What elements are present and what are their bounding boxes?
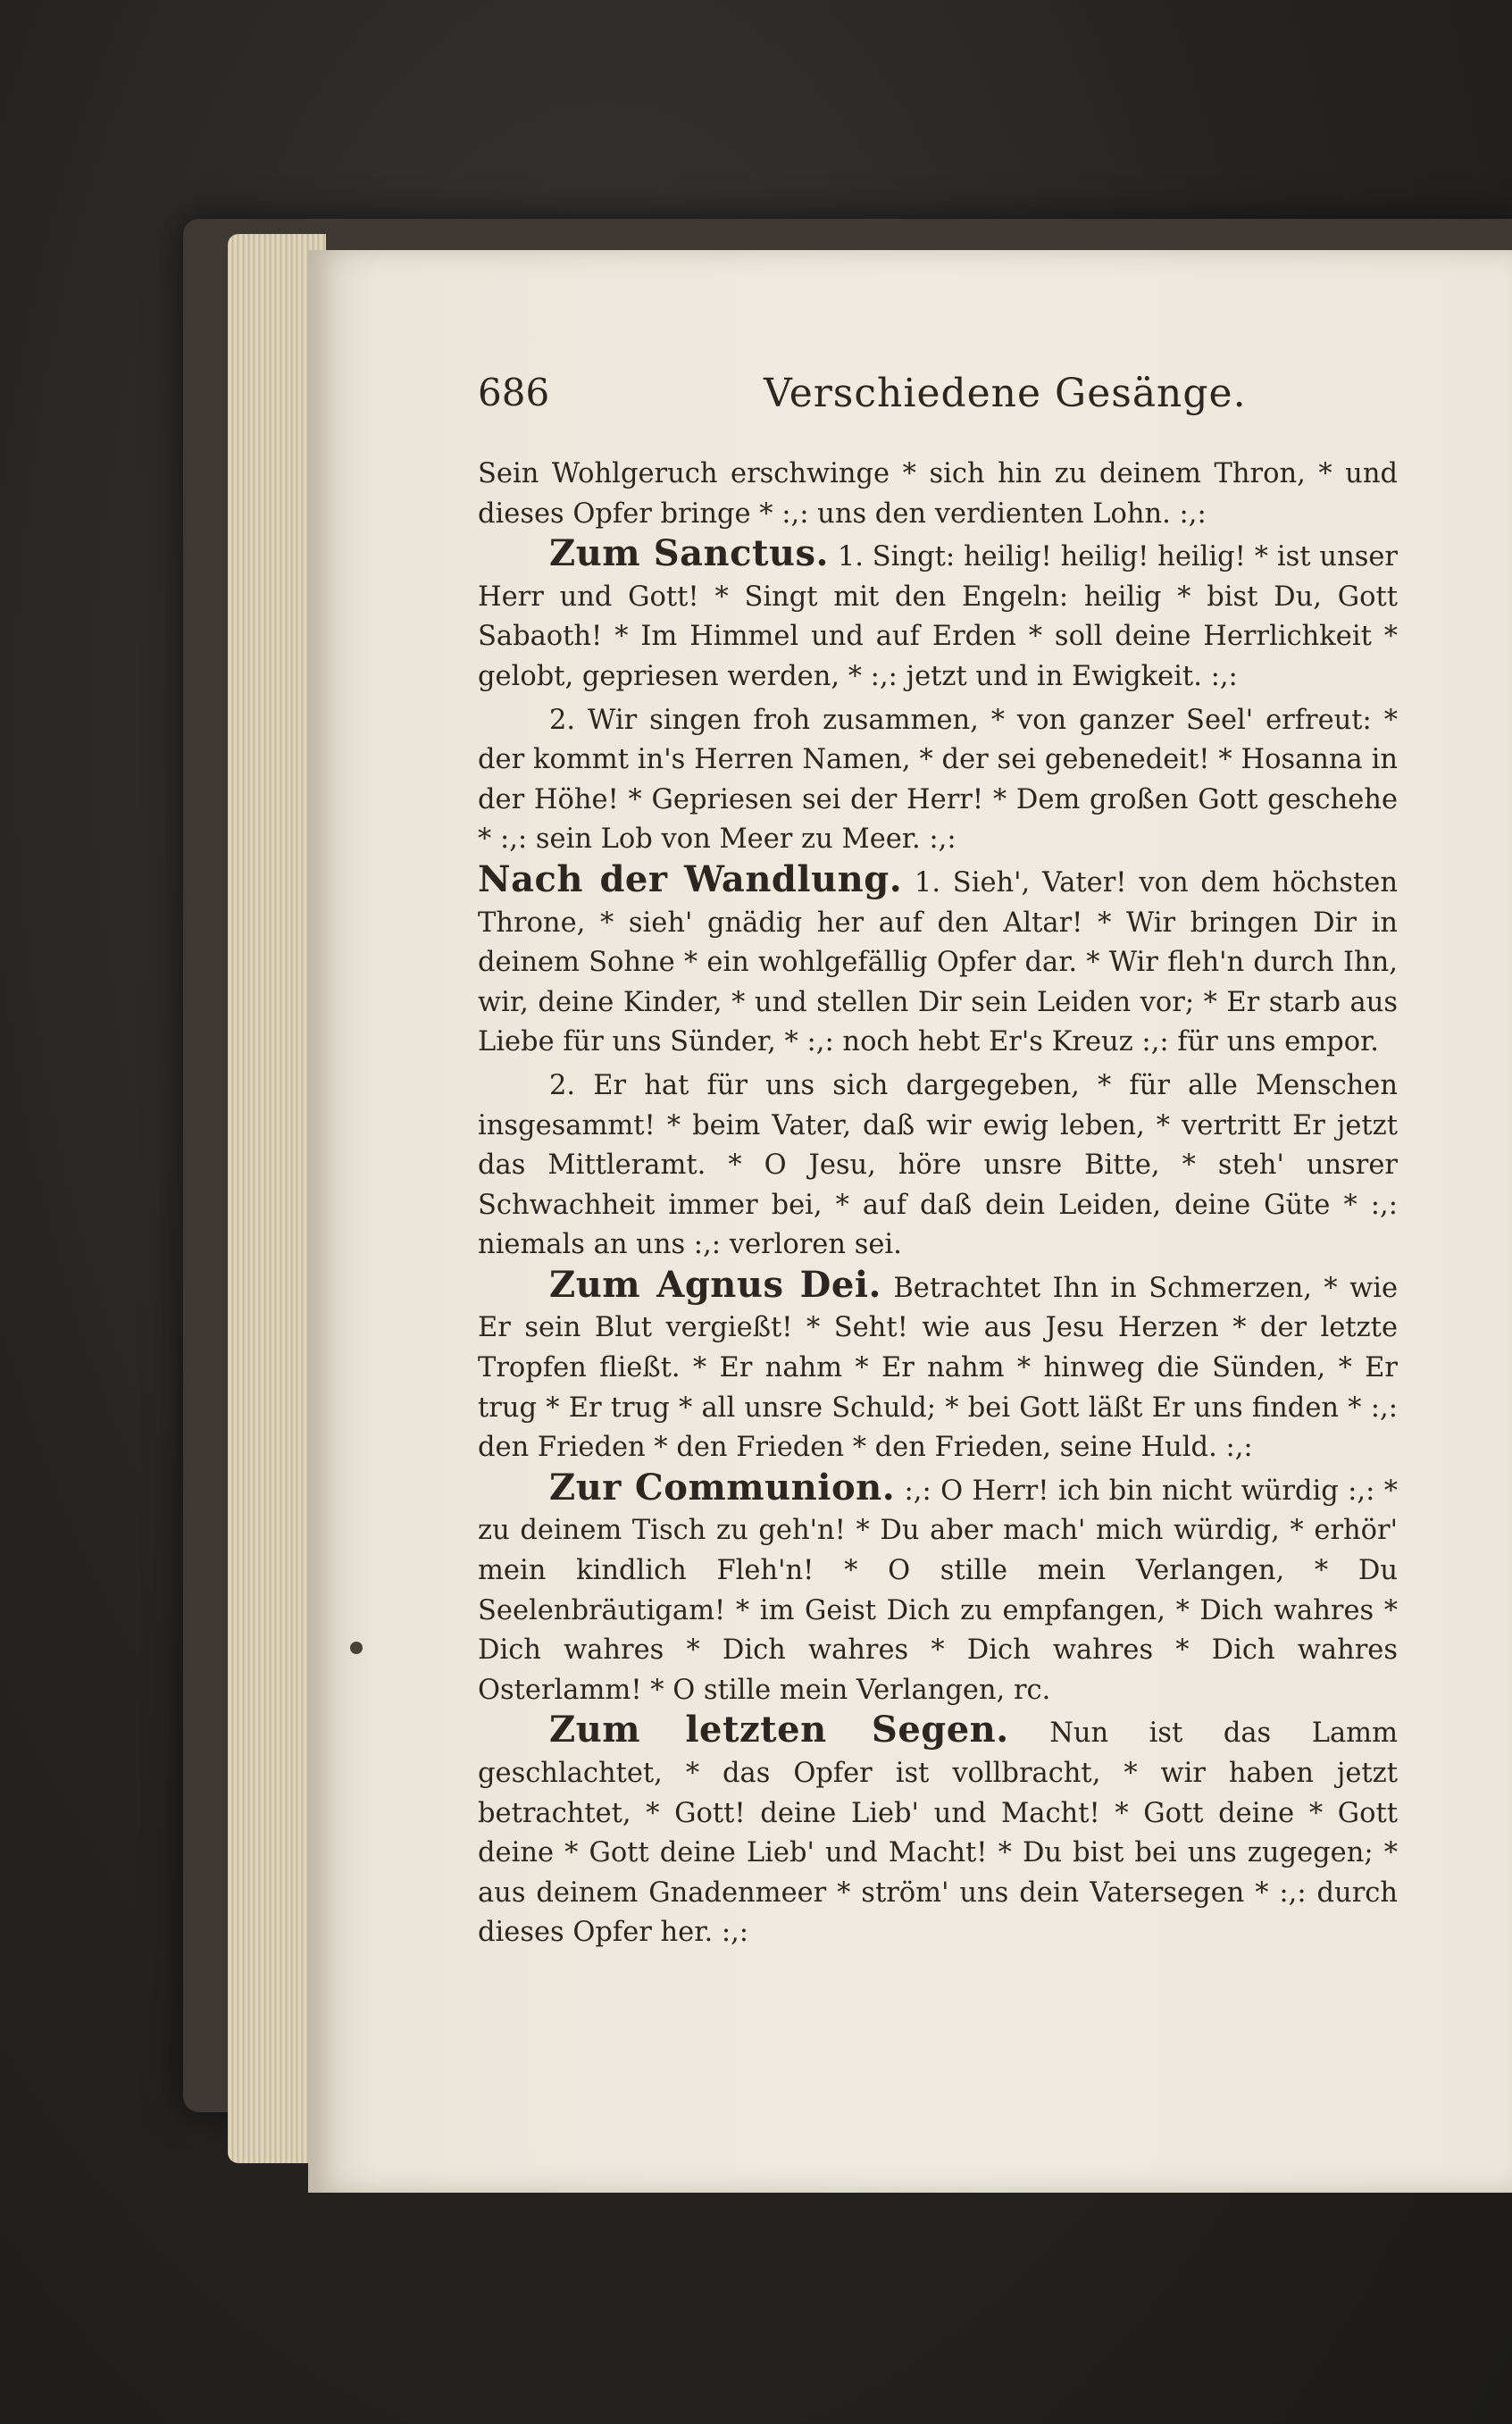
paragraph-text: Sein Wohlgeruch erschwinge * sich hin zu deinem Thron, * und dieses Opfer bringe * :,: uns den verdienten Lohn. :,:	[478, 458, 1398, 530]
paragraph-last-blessing	[478, 1710, 1398, 1953]
section-heading: Zur Communion.	[549, 1466, 896, 1509]
paragraph-text: 1. Singt: heilig! heilig! heilig! * ist unser Herr und Gott! * Singt mit den Engeln: heilig * bist Du, Gott Sabaoth! * Im Himmel und auf Erden * soll deine Herrlichkeit * gelobt, gepriesen werden, * :,: jetzt und in Ewigkeit. :,:	[478, 541, 1398, 692]
paragraph-text: 2. Wir singen froh zusammen, * von ganzer Seel' erfreut: * der kommt in's Herren Namen, * der sei gebenedeit! * Hosanna in der Höhe! * Gepriesen sei der Herr! * Dem großen Gott geschehe * :,: sein Lob von Meer zu Meer. :,:	[478, 704, 1398, 856]
paragraph-text: :,: O Herr! ich bin nicht würdig :,: * zu deinem Tisch zu geh'n! * Du aber mach' mich würdig, * erhör' mein kindlich Fleh'n! * O stille mein Verlangen, * Du Seelenbräutigam! * im Geist Dich zu empfangen, * Dich wahres * Dich wahres * Dich wahres * Dich wahres * Dich wahres Osterlamm! * O stille mein Verlangen, rc.	[478, 1475, 1399, 1706]
paragraph-communion	[478, 1468, 1398, 1711]
paragraph-wandlung-2	[478, 1063, 1398, 1266]
paragraph-text: 1. Sieh', Vater! von dem höchsten Throne, * sieh' gnädig her auf den Altar! * Wir bringen Dir in deinem Sohne * ein wohlgefällig Opfer dar. * Wir fleh'n durch Ihn, wir, deine Kinder, * und stellen Dir sein Leiden vor; * Er starb aus Liebe für uns Sünder, * :,: noch hebt Er's Kreuz :,: für uns empor.	[478, 866, 1398, 1058]
paragraph-agnus-dei	[478, 1263, 1398, 1468]
paragraph-opening	[478, 451, 1398, 534]
running-title: Verschiedene Gesänge.	[764, 371, 1247, 416]
section-heading: Nach der Wandlung.	[478, 857, 903, 900]
hymn-text	[478, 451, 1398, 1953]
section-heading: Zum Sanctus.	[549, 532, 829, 575]
paragraph-text: Betrachtet Ihn in Schmerzen, * wie Er sein Blut vergießt! * Seht! wie aus Jesu Herzen * der letzte Tropfen fließt. * Er nahm * Er nahm * hinweg die Sünden, * Er trug * Er trug * all unsre Schuld; * bei Gott läßt Er uns finden * :,: den Frieden * den Frieden * den Frieden, seine Huld. :,:	[478, 1272, 1398, 1464]
paragraph-text: 2. Er hat für uns sich dargegeben, * für alle Menschen insgesammt! * beim Vater, daß wir ewig leben, * vertritt Er jetzt das Mittleramt. * O Jesu, höre unsre Bitte, * steh' unsrer Schwachheit immer bei, * auf daß dein Leiden, deine Güte * :,: niemals an uns :,: verloren sei.	[478, 1069, 1398, 1261]
paragraph-wandlung-1	[478, 857, 1398, 1063]
section-heading: Zum letzten Segen.	[549, 1709, 1009, 1751]
page-stain	[350, 1642, 363, 1654]
section-heading: Zum Agnus Dei.	[549, 1263, 881, 1306]
page-header	[478, 371, 1389, 424]
paragraph-sanctus-1	[478, 534, 1398, 697]
paragraph-text: Nun ist das Lamm geschlachtet, * das Opfer ist vollbracht, * wir haben jetzt betrachtet, * Gott! deine Lieb' und Macht! * Gott deine * Gott deine * Gott deine Lieb' und Macht! * Du bist bei uns zugegen; * aus deinem Gnadenmeer * ström' uns dein Vatersegen * :,: durch dieses Opfer her. :,:	[478, 1718, 1398, 1949]
paragraph-sanctus-2	[478, 698, 1398, 860]
page-number: 686	[478, 371, 550, 414]
